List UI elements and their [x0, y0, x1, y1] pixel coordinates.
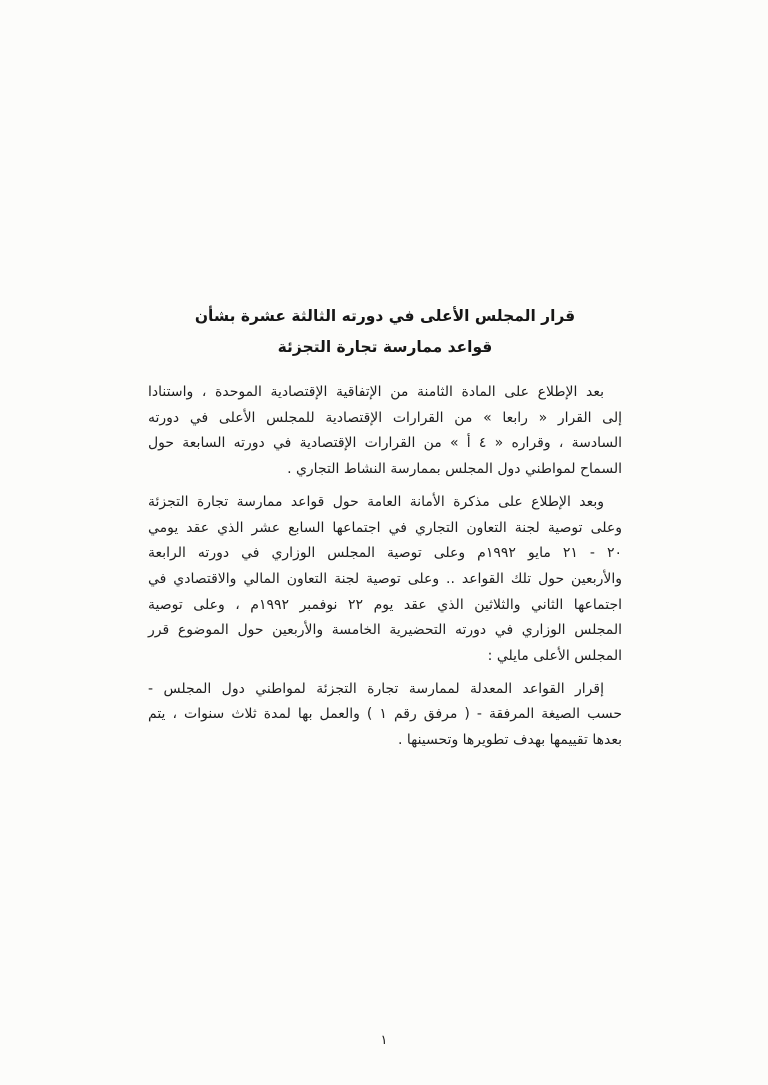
text-line: إقرار القواعد المعدلة لممارسة تجارة التجزئة لمواطني دول المجلس - [148, 680, 604, 697]
text-line: بعدها تقييمها بهدف تطويرها وتحسينها . [397, 732, 622, 749]
document-title [148, 301, 622, 363]
text-line: المجلس الوزاري في دورته التحضيرية الخامسة والأربعين حول الموضوع قرر [148, 622, 622, 639]
text-line: اجتماعها الثاني والثلاثين الذي عقد يوم ٢٢ نوفمبر ١٩٩٢م ، وعلى توصية [148, 596, 623, 613]
text-line: حسب الصيغة المرفقة - ( مرفق رقم ١ ) والعمل بها لمدة ثلاث سنوات ، يتم [148, 706, 623, 723]
page-number: ١ [380, 1033, 388, 1048]
text-line: السادسة ، وقراره « ٤ أ » من القرارات الإقتصادية في دورته السابعة حول [148, 435, 622, 452]
document-title-line-2: قواعد ممارسة تجارة التجزئة [277, 338, 493, 356]
document-body [148, 380, 622, 754]
document-content [148, 301, 622, 761]
paragraph [148, 490, 622, 670]
text-line: السماح لمواطني دول المجلس بممارسة النشاط التجاري . [287, 461, 622, 478]
text-line: وعلى توصية لجنة التعاون التجاري في اجتماعها السابع عشر الذي عقد يومي [148, 519, 622, 536]
text-line: إلى القرار « رابعا » من القرارات الإقتصادية للمجلس الأعلى في دورته [148, 409, 622, 426]
text-line: بعد الإطلاع على المادة الثامنة من الإتفاقية الإقتصادية الموحدة ، واستنادا [148, 384, 604, 400]
document-title-line-1: قرار المجلس الأعلى في دورته الثالثة عشرة بشأن [194, 307, 576, 325]
text-line: ٢٠ - ٢١ مايو ١٩٩٢م وعلى توصية المجلس الوزاري في دورته الرابعة [148, 545, 623, 562]
text-line: والأربعين حول تلك القواعد .. وعلى توصية لجنة التعاون المالي والاقتصادي في [148, 570, 622, 587]
text-line: المجلس الأعلى مايلي : [487, 648, 622, 665]
paragraph [148, 677, 622, 754]
text-line: وبعد الإطلاع على مذكرة الأمانة العامة حول قواعد ممارسة تجارة التجزئة [148, 493, 604, 510]
paragraph [148, 380, 622, 483]
